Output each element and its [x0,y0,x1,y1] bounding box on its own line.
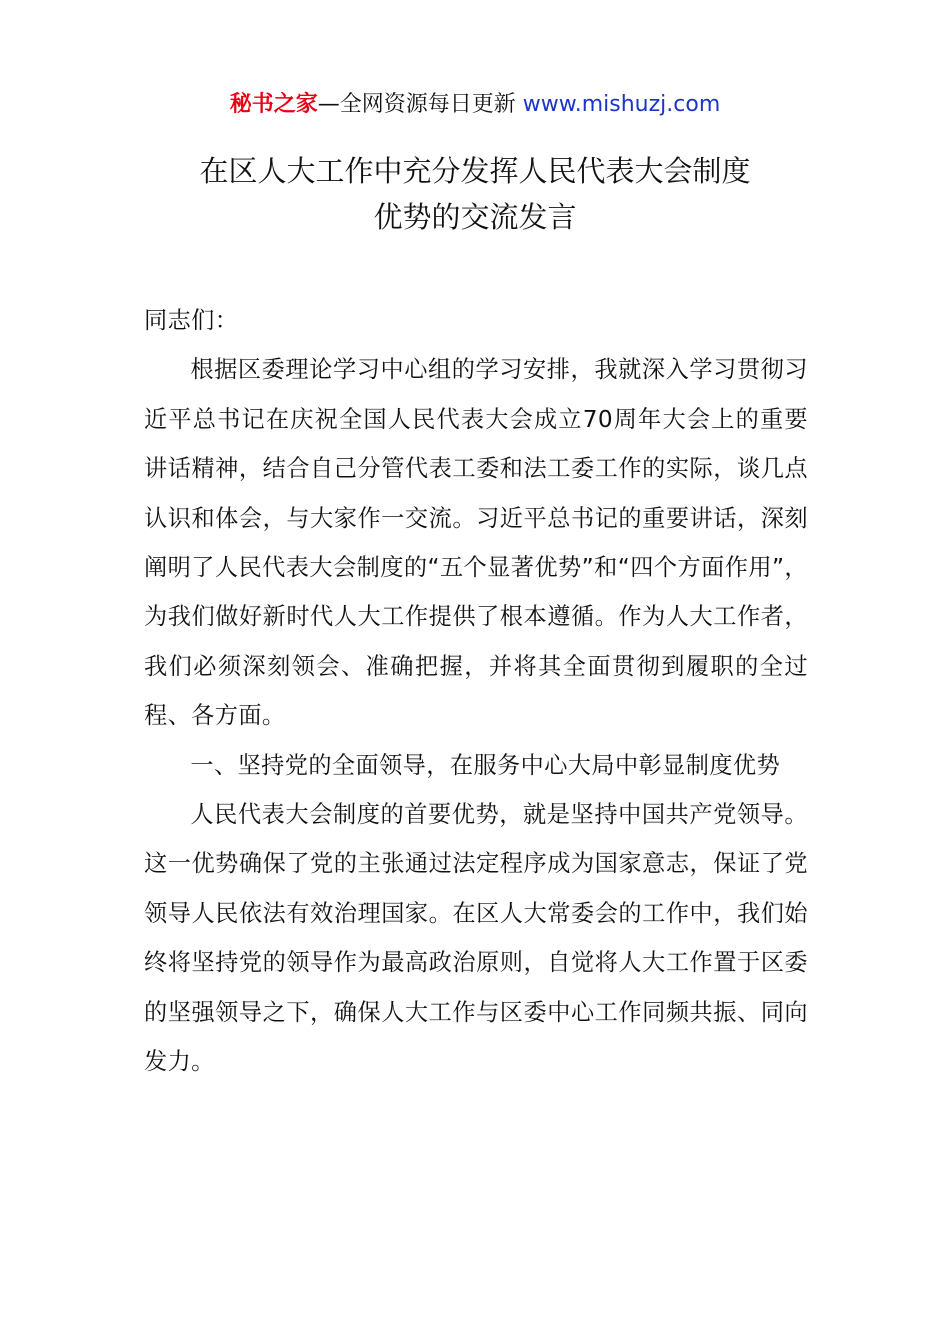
header-tagline: —全网资源每日更新 [317,92,523,117]
paragraph-section-1: 人民代表大会制度的首要优势，就是坚持中国共产党领导。这一优势确保了党的主张通过法定程序成为国家意志，保证了党领导人民依法有效治理国家。在区人大常委会的工作中，我们始终将坚持党的领导作为最高政治原则，自觉将人大工作置于区委的坚强领导之下，确保人大工作与区委中心工作同频共振、同向发力。 [144,801,808,1076]
brand-name: 秘书之家 [229,92,318,117]
title-line-2: 优势的交流发言 [373,200,577,234]
source-header [0,88,950,122]
site-url-link[interactable]: www.mishuzj.com [522,92,721,117]
salutation: 同志们： [144,307,239,334]
document-body [144,296,808,1087]
section-heading-1: 一、坚持党的全面领导，在服务中心大局中彰显制度优势 [190,751,781,779]
paragraph-intro: 根据区委理论学习中心组的学习安排，我就深入学习贯彻习近平总书记在庆祝全国人民代表大会成立70周年大会上的重要讲话精神，结合自己分管代表工委和法工委工作的实际，谈几点认识和体会，与大家作一交流。习近平总书记的重要讲话，深刻阐明了人民代表大会制度的“五个显著优势”和“四个方面作用”，为我们做好新时代人大工作提供了根本遵循。作为人大工作者，我们必须深刻领会、准确把握，并将其全面贯彻到履职的全过程、各方面。 [144,356,808,730]
document-title [140,148,810,240]
title-line-1: 在区人大工作中充分发挥人民代表大会制度 [199,154,751,188]
